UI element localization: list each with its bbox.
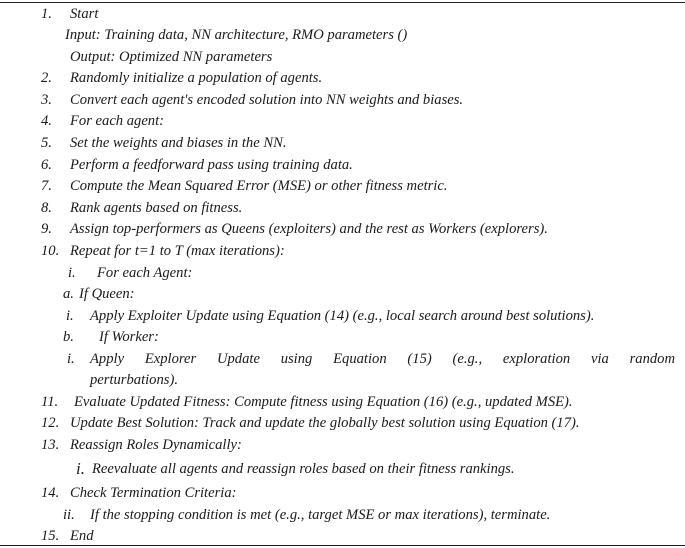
substep-number: a.: [63, 286, 74, 302]
step-text: For each agent:: [70, 113, 165, 129]
input-line: Input: Training data, NN architecture, RMO parameters (): [65, 27, 408, 43]
step-number: 13.: [41, 437, 60, 453]
substep-number: i.: [76, 459, 85, 478]
step-text: Rank agents based on fitness.: [70, 200, 243, 216]
step-10: [41, 242, 285, 260]
step-text: End: [70, 528, 94, 544]
bottom-rule: [0, 545, 685, 546]
step-number: 2.: [41, 70, 52, 86]
step-number: 4.: [41, 113, 52, 129]
step-15: [41, 527, 94, 545]
substep-number: b.: [63, 329, 74, 345]
substep-reevaluate: [76, 459, 515, 479]
word: Apply: [90, 351, 125, 367]
step-6: [41, 156, 353, 174]
substep-exploiter-update: [66, 307, 595, 325]
substep-text: If Queen:: [79, 286, 135, 302]
step-number: 7.: [41, 178, 52, 194]
output-line: Output: Optimized NN parameters: [70, 49, 273, 65]
word: (e.g.,: [452, 351, 483, 367]
step-text: Check Termination Criteria:: [70, 485, 237, 501]
substep-text: If the stopping condition is met (e.g., target MSE or max iterations), terminate.: [90, 507, 551, 523]
substep-explorer-continuation: perturbations).: [90, 372, 178, 388]
step-13: [41, 436, 242, 454]
substep-number: ii.: [63, 507, 75, 523]
word: Equation: [333, 351, 387, 367]
substep-for-each-agent: [68, 264, 193, 282]
step-text: Set the weights and biases in the NN.: [70, 135, 287, 151]
substep-text: For each Agent:: [97, 265, 193, 281]
step-text: Randomly initialize a population of agents.: [70, 70, 323, 86]
step-number: 14.: [41, 485, 60, 501]
step-number: 3.: [41, 92, 52, 108]
substep-number: i.: [66, 308, 74, 324]
word: random: [629, 351, 675, 367]
substep-if-queen: [63, 285, 135, 303]
step-text: Update Best Solution: Track and update the globally best solution using Equation (17).: [70, 415, 580, 431]
step-number: 6.: [41, 157, 52, 173]
substep-text: Apply Exploiter Update using Equation (14) (e.g., local search around best solutions).: [90, 308, 595, 324]
word: using: [280, 351, 313, 367]
step-2: [41, 69, 323, 87]
step-text: Repeat for t=1 to T (max iterations):: [70, 243, 285, 259]
step-number: 11.: [41, 394, 59, 410]
step-text: Start: [70, 6, 99, 22]
step-14: [41, 484, 237, 502]
top-rule: [0, 2, 685, 3]
step-3: [41, 91, 464, 109]
step-text: Reassign Roles Dynamically:: [70, 437, 242, 453]
step-number: 5.: [41, 135, 52, 151]
step-1: [41, 5, 99, 23]
step-text: Perform a feedforward pass using training data.: [70, 157, 353, 173]
word: Explorer: [144, 351, 197, 367]
word: Update: [216, 351, 260, 367]
step-9: [41, 220, 548, 238]
step-text: Compute the Mean Squared Error (MSE) or other fitness metric.: [70, 178, 448, 194]
substep-number: i.: [68, 265, 76, 281]
word: via: [590, 351, 609, 367]
step-text: Assign top-performers as Queens (exploiters) and the rest as Workers (explorers).: [70, 221, 548, 237]
step-8: [41, 199, 243, 217]
step-12: [41, 414, 580, 432]
step-number: 1.: [41, 6, 52, 22]
word: (15): [407, 351, 432, 367]
justified-words: [90, 350, 675, 368]
substep-terminate: [63, 506, 551, 524]
step-number: 9.: [41, 221, 52, 237]
step-text: Convert each agent's encoded solution into NN weights and biases.: [70, 92, 464, 108]
substep-number: i.: [67, 351, 75, 367]
step-11: [41, 393, 573, 411]
step-7: [41, 177, 448, 195]
step-text: Evaluate Updated Fitness: Compute fitness using Equation (16) (e.g., updated MSE).: [74, 394, 573, 410]
step-number: 10.: [41, 243, 60, 259]
substep-text: If Worker:: [99, 329, 159, 345]
substep-text: Reevaluate all agents and reassign roles based on their fitness rankings.: [92, 461, 515, 477]
step-4: [41, 112, 165, 130]
word: exploration: [502, 351, 571, 367]
step-number: 12.: [41, 415, 60, 431]
step-number: 15.: [41, 528, 60, 544]
step-number: 8.: [41, 200, 52, 216]
step-5: [41, 134, 287, 152]
substep-if-worker: [63, 328, 159, 346]
